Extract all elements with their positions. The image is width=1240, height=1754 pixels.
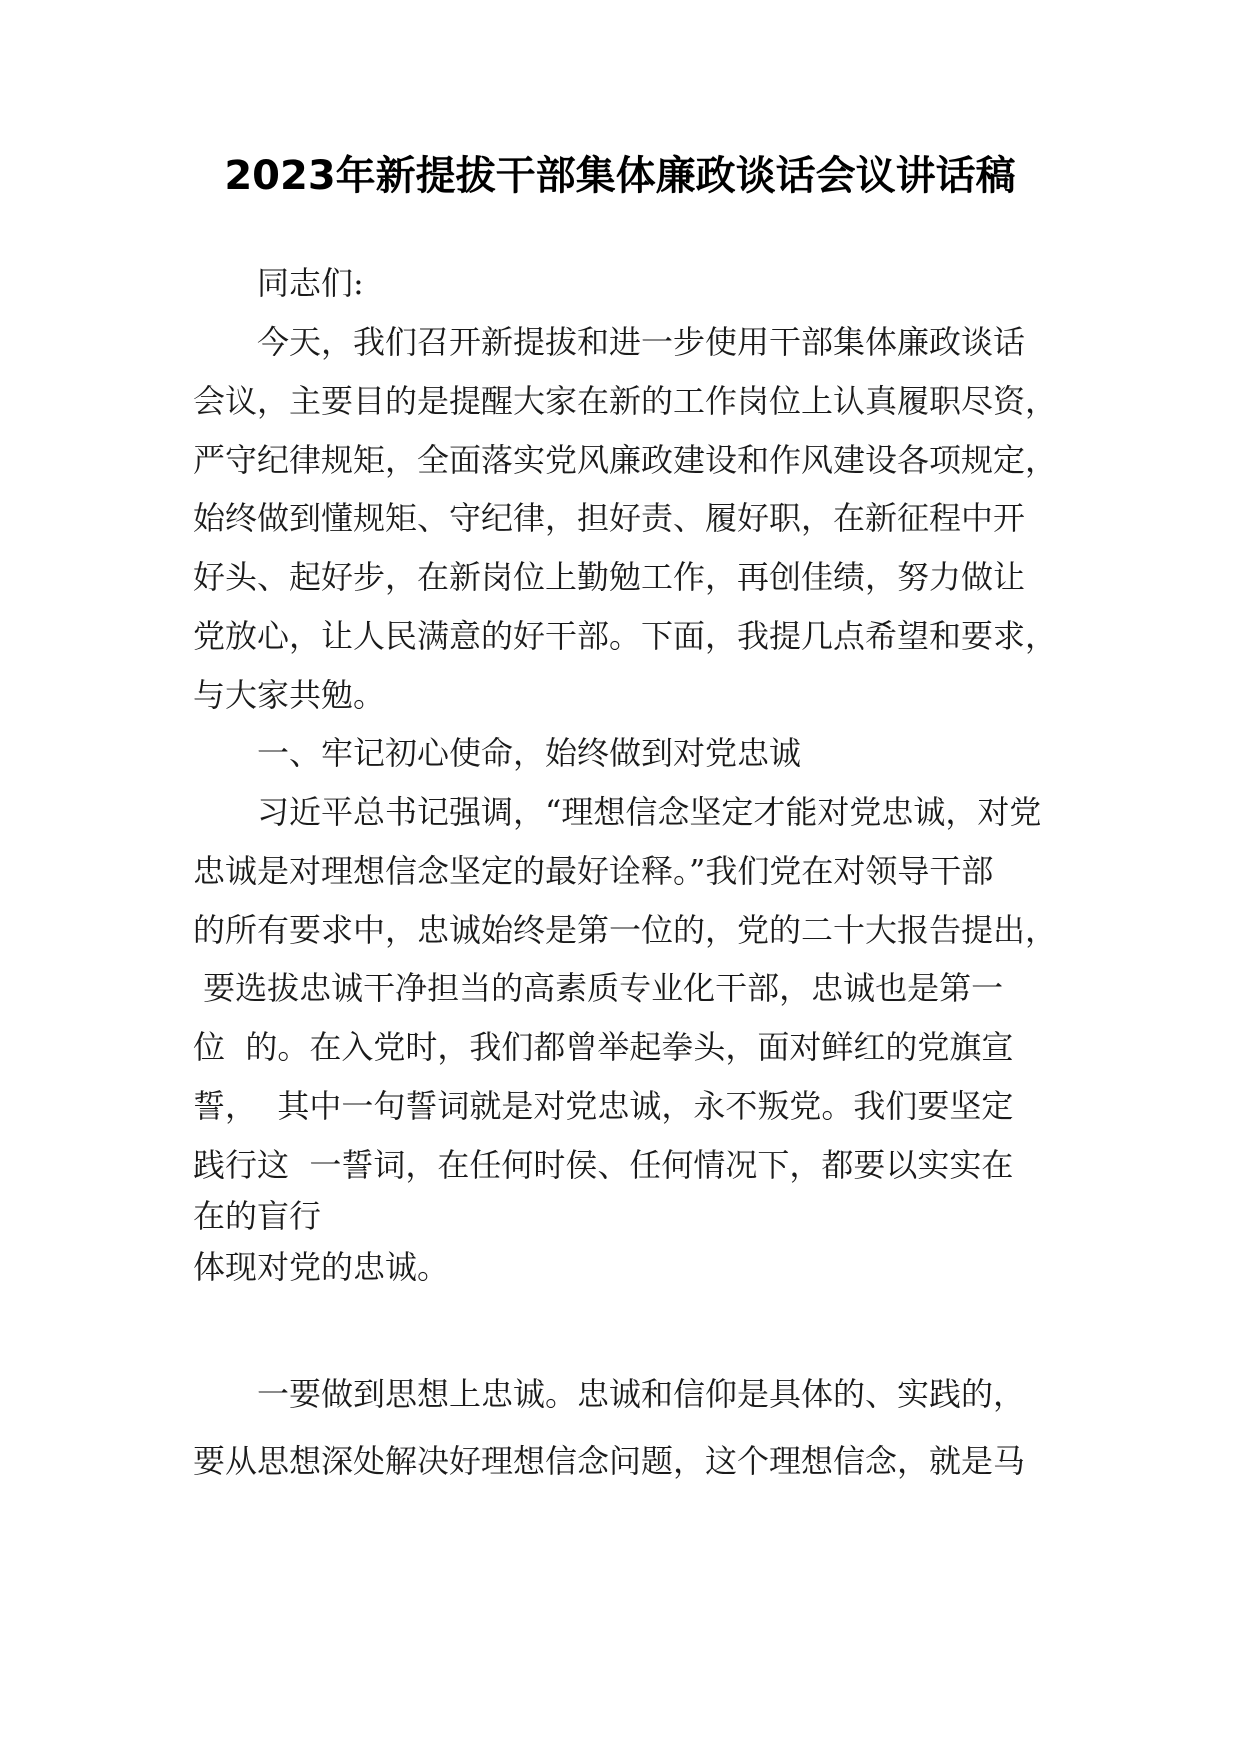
paragraph-line: 位 的。在入党时，我们都曾举起拳头，面对鲜红的党旗宣 bbox=[193, 1028, 1014, 1066]
paragraph-line: 好头、起好步，在新岗位上勤勉工作，再创佳绩，努力做让 bbox=[193, 558, 1026, 596]
paragraph-line: 要选拔忠诚干净担当的高素质专业化干部，忠诚也是第一 bbox=[193, 969, 1004, 1007]
paragraph-line: 严守纪律规矩，全面落实党风廉政建设和作风建设各项规定， bbox=[193, 441, 1058, 479]
paragraph-line: 会议，主要目的是提醒大家在新的工作岗位上认真履职尽资， bbox=[193, 382, 1058, 420]
paragraph-line: 在的盲行 bbox=[193, 1197, 322, 1235]
paragraph-line: 要从思想深处解决好理想信念问题，这个理想信念，就是马 bbox=[193, 1442, 1026, 1480]
paragraph-line: 习近平总书记强调，“理想信念坚定才能对党忠诚，对党 bbox=[257, 793, 1042, 831]
salutation-line: 同志们: bbox=[257, 264, 364, 302]
paragraph-line: 体现对党的忠诚。 bbox=[193, 1248, 450, 1286]
paragraph-line: 的所有要求中，忠诚始终是第一位的，党的二十大报告提出， bbox=[193, 911, 1058, 949]
paragraph-line: 忠诚是对理想信念坚定的最好诠释。”我们党在对领导干部 bbox=[193, 852, 994, 890]
paragraph-line: 始终做到懂规矩、守纪律，担好责、履好职，在新征程中开 bbox=[193, 499, 1026, 537]
paragraph-line: 今天，我们召开新提拔和进一步使用干部集体廉政谈话 bbox=[257, 323, 1026, 361]
paragraph-line: 党放心，让人民满意的好干部。下面，我提几点希望和要求， bbox=[193, 617, 1058, 655]
paragraph-line: 誓， 其中一句誓词就是对党忠诚，永不叛党。我们要坚定 bbox=[193, 1087, 1014, 1125]
document-title: 2023年新提拔干部集体廉政谈话会议讲话稿 bbox=[224, 153, 1016, 199]
paragraph-line: 与大家共勉。 bbox=[193, 676, 386, 714]
section-heading: 一、牢记初心使命，始终做到对党忠诚 bbox=[257, 734, 802, 772]
paragraph-line: 践行这 一誓词，在任何时侯、任何情况下，都要以实实在 bbox=[193, 1146, 1014, 1184]
paragraph-line: 一要做到思想上忠诚。忠诚和信仰是具体的、实践的， bbox=[257, 1375, 1026, 1413]
